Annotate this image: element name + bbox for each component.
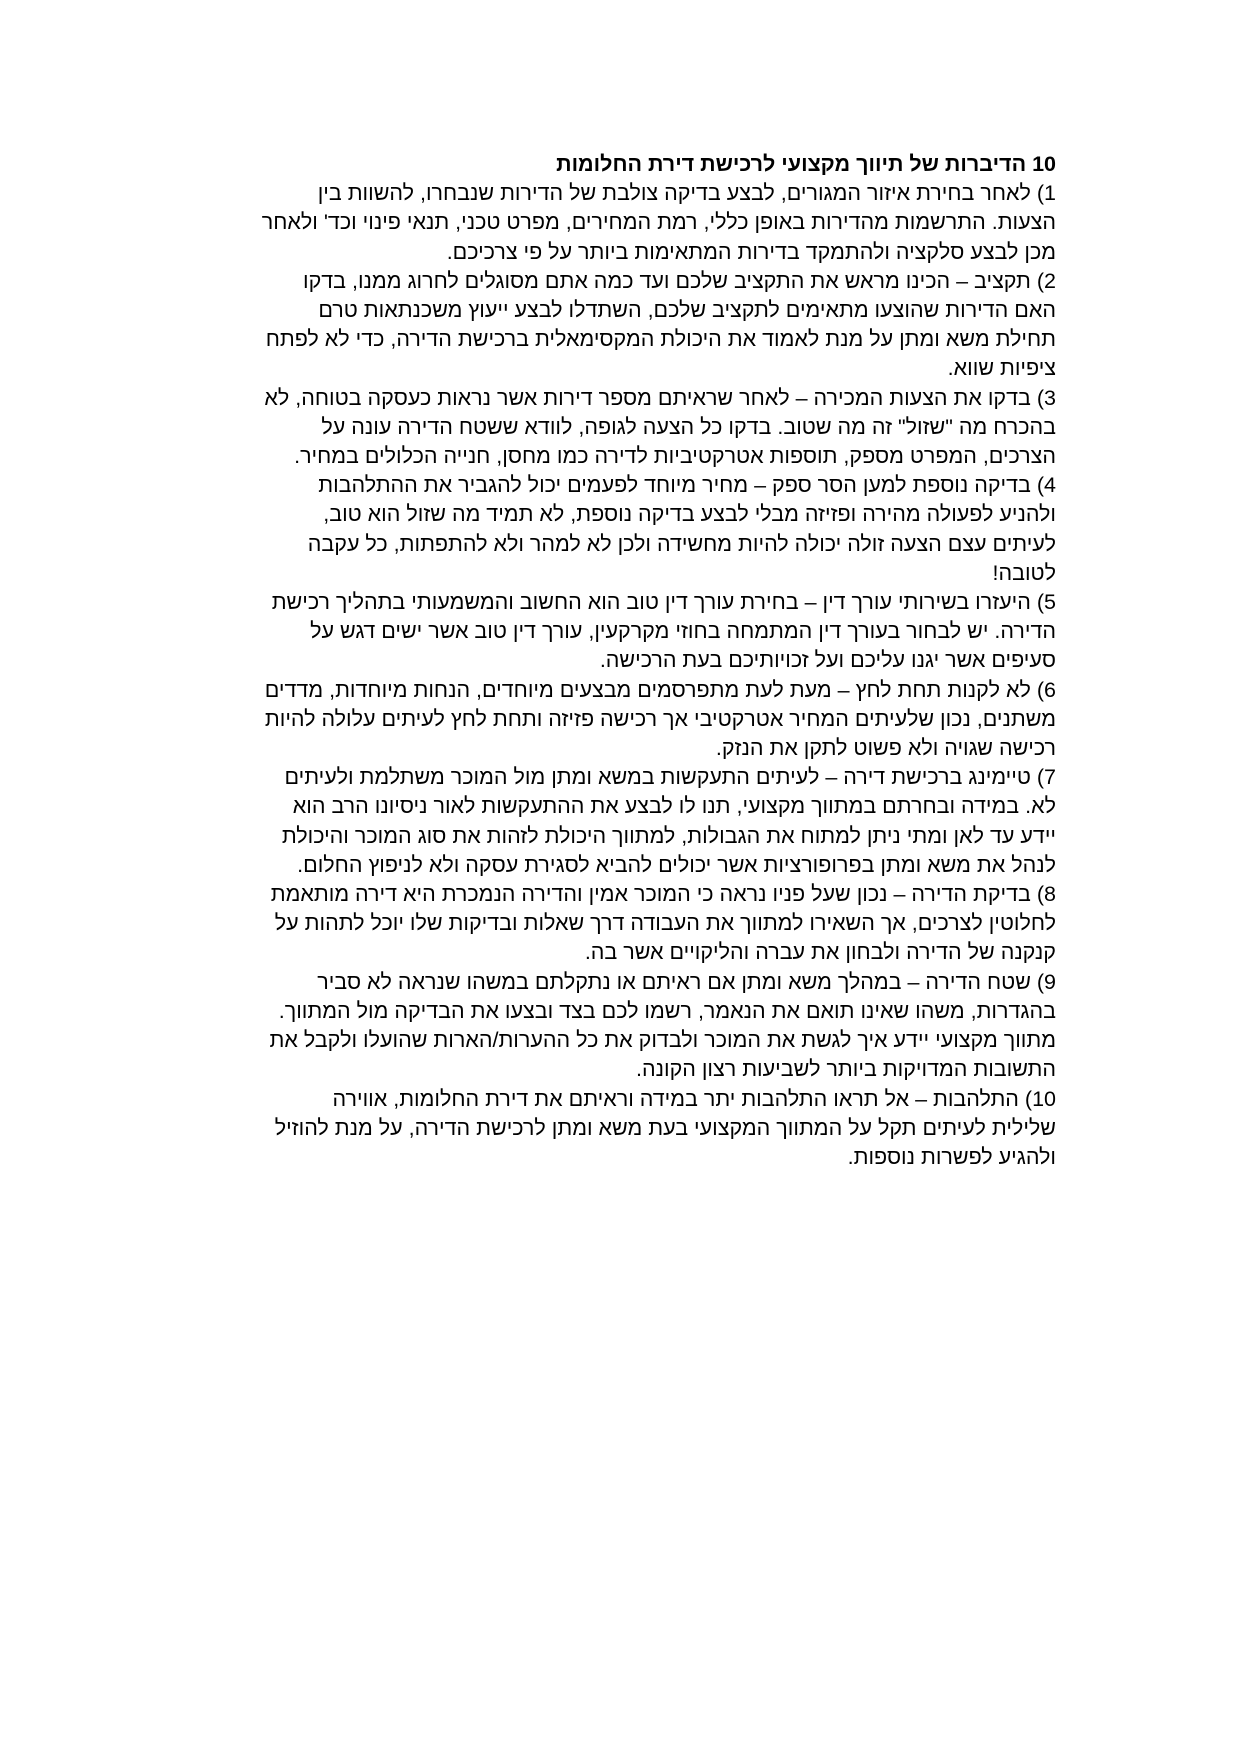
list-item-2-line-1: 2) תקציב – הכינו מראש את התקציב שלכם ועד כמה אתם מסוגלים לחרוג ממנו, בדקו: [302, 268, 1056, 293]
list-item-5-line-1: 5) היעזרו בשירותי עורך דין – בחירת עורך דין טוב הוא החשוב והמשמעותי בתהליך רכישת: [271, 590, 1056, 615]
list-item-6: [186, 676, 1056, 764]
list-item-4-line-4: לטובה!: [992, 560, 1056, 585]
list-item-9-line-2: בהגדרות, משהו שאינו תואם את הנאמר, רשמו לכם בצד ובצעו את הבדיקה מול המתווך.: [278, 998, 1056, 1023]
list-item-6-line-3: רכישה שגויה ולא פשוט לתקן את הנזק.: [715, 736, 1056, 761]
list-item-8: [186, 880, 1056, 968]
list-item-3: [186, 384, 1056, 472]
list-item-4: [186, 471, 1056, 588]
list-item-10-line-1: 10) התלהבות – אל תראו התלהבות יתר במידה וראיתם את דירת החלומות, אווירה: [332, 1086, 1056, 1111]
list-item-7: [186, 763, 1056, 880]
list-item-7-line-2: לא. במידה ובחרתם במתווך מקצועי, תנו לו לבצע את ההתעקשות לאור ניסיונו הרב הוא: [292, 794, 1056, 819]
list-item-2-line-4: ציפיות שווא.: [947, 356, 1056, 381]
list-item-9-line-3: מתווך מקצועי יידע איך לגשת את המוכר ולבדוק את כל ההערות/הארות שהועלו ולקבל את: [269, 1028, 1056, 1053]
list-item-9-line-4: התשובות המדויקות ביותר לשביעות רצון הקונה.: [636, 1057, 1056, 1082]
list-item-3-line-1: 3) בדקו את הצעות המכירה – לאחר שראיתם מספר דירות אשר נראות כעסקה בטוחה, לא: [264, 385, 1056, 410]
list-item-7-line-3: יידע עד לאן ומתי ניתן למתוח את הגבולות, למתווך היכולת לזהות את סוג המוכר והיכולת: [281, 823, 1056, 848]
list-item-2-line-2: האם הדירות שהוצעו מתאימים לתקציב שלכם, השתדלו לבצע ייעוץ משכנתאות טרם: [318, 298, 1056, 323]
list-item-9: [186, 968, 1056, 1085]
document-body: [186, 150, 1056, 1172]
list-item-6-line-2: משתנים, נכון שלעיתים המחיר אטרקטיבי אך רכישה פזיזה ותחת לחץ לעיתים עלולה להיות: [264, 706, 1056, 731]
list-item-1-line-1: 1) לאחר בחירת איזור המגורים, לבצע בדיקה צולבת של הדירות שנבחרו, להשוות בין: [317, 181, 1056, 206]
list-item-5-line-2: הדירה. יש לבחור בעורך דין המתמחה בחוזי מקרקעין, עורך דין טוב אשר ישים דגש על: [310, 619, 1056, 644]
list-item-10: [186, 1085, 1056, 1173]
list-item-4-line-2: ולהניע לפעולה מהירה ופזיזה מבלי לבצע בדיקה נוספת, לא תמיד מה שזול הוא טוב,: [323, 502, 1056, 527]
document-title: 10 הדיברות של תיווך מקצועי לרכישת דירת החלומות: [556, 152, 1056, 176]
list-item-8-line-2: לחלוטין לצרכים, אך השאירו למתווך את העבודה דרך שאלות ובדיקות שלו יוכל לתהות על: [274, 911, 1056, 936]
list-item-7-line-4: לנהל את משא ומתן בפרופורציות אשר יכולים להביא לסגירת עסקה ולא לניפוץ החלום.: [297, 852, 1056, 877]
list-item-1: [186, 179, 1056, 267]
list-item-8-line-3: קנקנה של הדירה ולבחון את עברה והליקויים אשר בה.: [584, 940, 1056, 965]
list-item-2: [186, 267, 1056, 384]
list-item-4-line-3: לעיתים עצם הצעה זולה יכולה להיות מחשידה ולכן לא למהר ולא להתפתות, כל עקבה: [307, 531, 1056, 556]
list-item-9-line-1: 9) שטח הדירה – במהלך משא ומתן אם ראיתם או נתקלתם במשהו שנראה לא סביר: [317, 969, 1056, 994]
list-item-3-line-3: הצרכים, המפרט מספק, תוספות אטרקטיביות לדירה כמו מחסן, חנייה הכלולים במחיר.: [294, 444, 1056, 469]
list-item-1-line-3: מכן לבצע סלקציה ולהתמקד בדירות המתאימות ביותר על פי צרכיכם.: [446, 239, 1056, 264]
list-item-8-line-1: 8) בדיקת הדירה – נכון שעל פניו נראה כי המוכר אמין והדירה הנמכרת היא דירה מותאמת: [270, 882, 1056, 907]
list-item-5-line-3: סעיפים אשר יגנו עליכם ועל זכויותיכם בעת הרכישה.: [599, 648, 1056, 673]
list-item-3-line-2: בהכרח מה "שזול" זה מה שטוב. בדקו כל הצעה לגופה, לוודא ששטח הדירה עונה על: [321, 414, 1056, 439]
list-item-2-line-3: תחילת משא ומתן על מנת לאמוד את היכולת המקסימאלית ברכישת הדירה, כדי לא לפתח: [265, 327, 1056, 352]
list-item-4-line-1: 4) בדיקה נוספת למען הסר ספק – מחיר מיוחד לפעמים יכול להגביר את ההתלהבות: [318, 473, 1056, 498]
list-item-10-line-2: שלילית לעיתים תקל על המתווך המקצועי בעת משא ומתן לרכישת הדירה, על מנת להוזיל: [274, 1115, 1056, 1140]
list-item-5: [186, 588, 1056, 676]
list-item-10-line-3: ולהגיע לפשרות נוספות.: [847, 1144, 1056, 1169]
list-item-6-line-1: 6) לא לקנות תחת לחץ – מעת לעת מתפרסמים מבצעים מיוחדים, הנחות מיוחדות, מדדים: [264, 677, 1056, 702]
list-item-1-line-2: הצעות. התרשמות מהדירות באופן כללי, רמת המחירים, מפרט טכני, תנאי פינוי וכד' ולאחר: [261, 210, 1056, 235]
list-item-7-line-1: 7) טיימינג ברכישת דירה – לעיתים התעקשות במשא ומתן מול המוכר משתלמת ולעיתים: [284, 765, 1056, 790]
